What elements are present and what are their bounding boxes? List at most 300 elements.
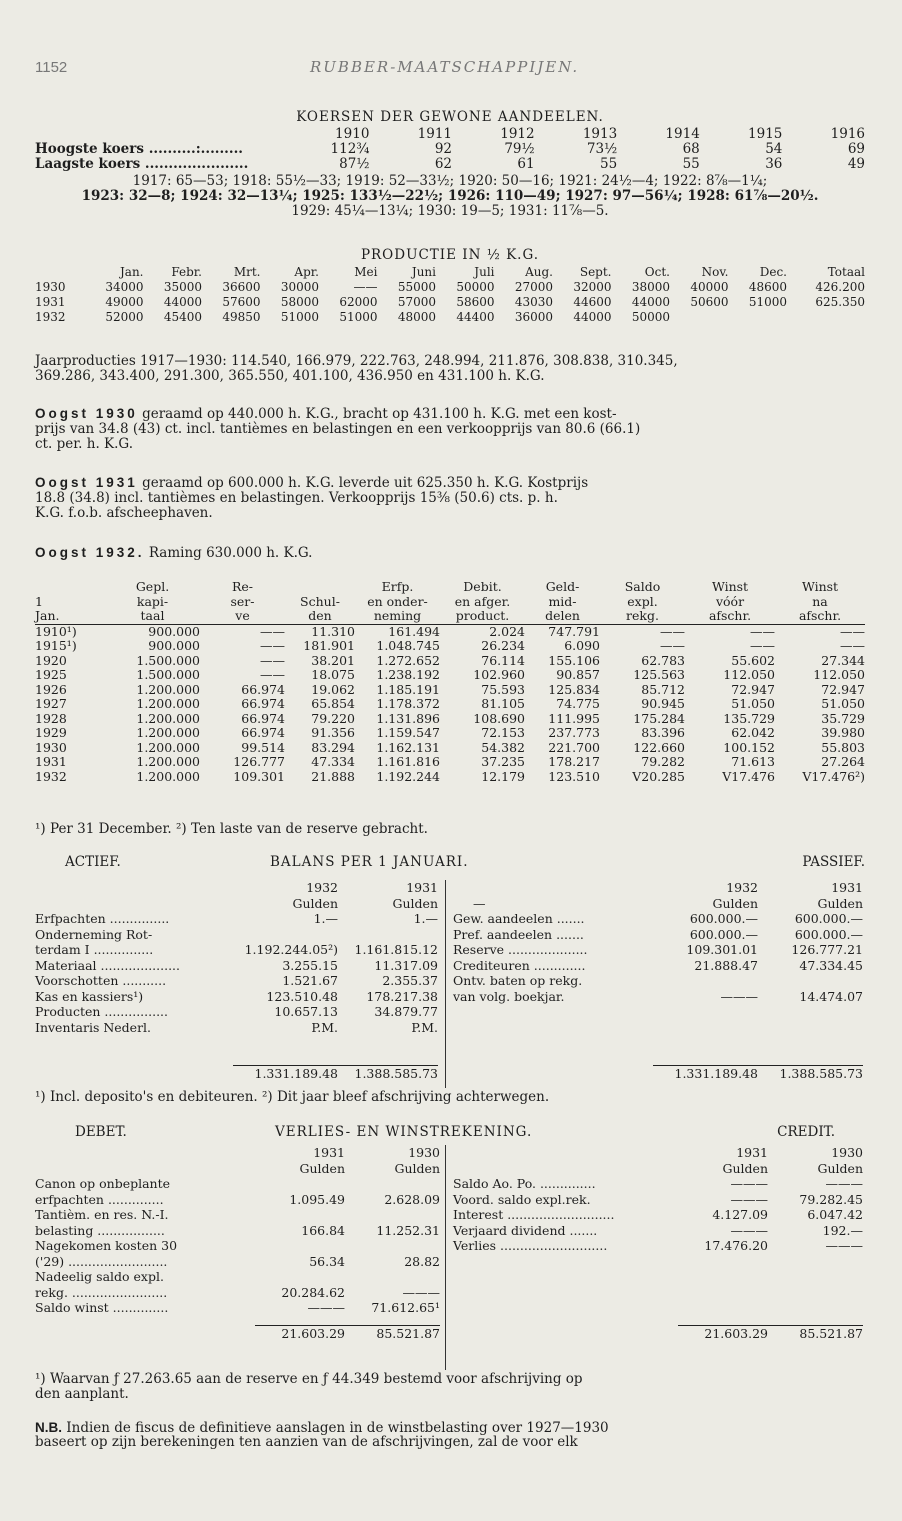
productie-row [35, 280, 865, 295]
ledger-row [453, 1207, 863, 1223]
ledger-value: 1.161.815.12 [354, 942, 438, 957]
value-cell: 90.857 [556, 667, 600, 682]
credit-label: CREDIT. [777, 1124, 835, 1140]
header-cell: expl. [627, 593, 658, 609]
value-cell: 83.396 [641, 725, 685, 740]
header-cell: Saldo [624, 579, 661, 594]
value-cell: 30000 [280, 280, 319, 294]
value-cell: 73½ [586, 141, 618, 157]
ledger-value: ——— [730, 1191, 768, 1207]
ledger-value [345, 1238, 440, 1254]
ledger-value: P.M. [311, 1019, 338, 1035]
balans-divider [445, 880, 446, 1088]
month-cell: Febr. [171, 265, 202, 279]
value-cell: 1.185.191 [376, 681, 440, 697]
ledger-row [35, 1254, 440, 1270]
financial-row [35, 683, 865, 698]
year-cell: 1928 [35, 710, 67, 726]
value-cell: 37.235 [481, 754, 525, 769]
value-cell: 72.947 [821, 681, 865, 697]
month-cell: Juli [474, 265, 495, 279]
value-cell: 155.106 [548, 652, 600, 668]
ledger-value: 600.000.— [689, 911, 758, 926]
value-cell: 6.090 [564, 638, 600, 653]
oogst-cont: prijs van 34.8 (43) ct. incl. tantièmes en belastingen en een verkoopprijs van 80.6 (66.1) [35, 421, 641, 437]
ledger-label: van volg. boekjar. [453, 988, 565, 1004]
value-cell: 58600 [456, 295, 495, 309]
header-cell [35, 580, 105, 595]
ledger-label: Pref. aandeelen ....... [453, 926, 584, 942]
value-cell: 66.974 [241, 681, 285, 697]
header-cell: vóór [715, 593, 745, 609]
ledger-row [35, 1269, 440, 1285]
ledger-row [35, 1020, 438, 1036]
header-cell: product. [440, 609, 525, 624]
year-cell: 1930 [35, 280, 66, 294]
value-cell: 48600 [748, 280, 787, 294]
months-row [35, 265, 865, 280]
header-cell: taal [105, 609, 200, 624]
value-cell: 900.000 [148, 623, 200, 639]
laagste-label: Laagste koers ...................... [35, 156, 249, 172]
value-cell: 27.344 [821, 652, 865, 668]
value-cell: 92 [434, 141, 452, 157]
year-cell: 1914 [665, 126, 700, 142]
value-cell: 50600 [690, 295, 729, 309]
ledger-value [653, 973, 758, 989]
header-cell: en afger. [454, 593, 511, 609]
value-cell: 1.200.000 [136, 739, 200, 755]
ledger-value: 71.612.65¹ [371, 1300, 440, 1315]
value-cell: 34000 [105, 280, 144, 294]
ledger-row [35, 1004, 438, 1020]
ledger-label: belasting ................. [35, 1222, 165, 1238]
value-cell: —— [260, 623, 285, 639]
unit-cell: Gulden [722, 1160, 768, 1176]
value-cell: 44000 [163, 295, 202, 309]
value-cell: 1.200.000 [136, 725, 200, 740]
financial-row [35, 726, 865, 741]
value-cell: 2.024 [489, 623, 525, 639]
laagste-row [35, 157, 865, 172]
credit-total [453, 1326, 863, 1342]
month-cell: Mrt. [233, 265, 261, 279]
ledger-value: 2.628.09 [384, 1191, 440, 1207]
oogst-label: Oogst 1930 [35, 406, 138, 421]
month-cell: Dec. [759, 265, 787, 279]
ledger-label: Inventaris Nederl. [35, 1019, 152, 1035]
header-cell: rekg. [600, 609, 685, 624]
debet-units [35, 1161, 440, 1177]
koersen-line-2: 1923: 32—8; 1924: 32—13¼; 1925: 133½—22½; 1926: 110—49; 1927: 97—56¼; 1928: 61⅞—20½. [81, 188, 819, 204]
value-cell: 61 [517, 156, 535, 172]
value-cell: 36000 [514, 310, 553, 324]
value-cell: 81.105 [481, 696, 525, 711]
value-cell: 112.050 [723, 667, 775, 682]
value-cell: 1.200.000 [136, 696, 200, 711]
ledger-value: 600.000.— [794, 926, 863, 942]
ledger-value: 14.474.07 [799, 988, 863, 1004]
total-cell: 1.331.189.48 [653, 1065, 758, 1081]
financial-row [35, 668, 865, 683]
total-cell: 1.388.585.73 [758, 1065, 863, 1081]
oogst-cont: K.G. f.o.b. afscheephaven. [35, 505, 213, 521]
ledger-label: Producten ................ [35, 1004, 168, 1019]
value-cell: 1.192.244 [376, 768, 440, 784]
year-cell: 1931 [406, 880, 438, 895]
year-cell: 1932 [726, 880, 758, 895]
header-cell: kapi- [136, 593, 169, 609]
year-cell: 1930 [408, 1145, 440, 1160]
value-cell: 900.000 [148, 638, 200, 653]
value-cell: 66.974 [241, 725, 285, 740]
month-cell: Jan. [119, 265, 144, 279]
value-cell: 1.161.816 [376, 754, 440, 769]
value-cell: 1.500.000 [136, 652, 200, 668]
value-cell: 58000 [280, 295, 319, 309]
value-cell: 221.700 [548, 739, 600, 755]
value-cell: 1.178.372 [376, 696, 440, 711]
ledger-value [345, 1176, 440, 1192]
activa-total [35, 1065, 438, 1081]
activa-spacer [35, 1035, 438, 1065]
ledger-value: 47.334.45 [799, 957, 863, 973]
oogst-label: Oogst 1932. [35, 545, 145, 560]
ledger-label: terdam I ............... [35, 942, 154, 957]
value-cell: 90.945 [641, 696, 685, 711]
value-cell: 76.114 [481, 652, 525, 668]
oogst-cont: ct. per. h. K.G. [35, 436, 134, 452]
financial-footnote: ¹) Per 31 December. ²) Ten laste van de reserve gebracht. [35, 821, 428, 837]
value-cell: 99.514 [241, 739, 285, 755]
header-cell: ser- [230, 593, 255, 609]
header-cell: delen [525, 609, 600, 624]
oogst-1930 [35, 406, 865, 452]
value-cell: 178.217 [548, 754, 600, 769]
ledger-label: Erfpachten ............... [35, 911, 170, 926]
jaarproducties-line-1: Jaarproducties 1917—1930: 114.540, 166.979, 222.763, 248.994, 211.876, 308.838, 310.345, [35, 353, 678, 369]
ledger-row [453, 911, 863, 927]
value-cell: 65.854 [311, 696, 355, 711]
header-cell: ve [200, 609, 285, 624]
value-cell: 111.995 [548, 710, 600, 726]
ledger-row [35, 1285, 440, 1301]
value-cell: 1.159.547 [376, 725, 440, 740]
year-cell: 1915¹) [35, 638, 77, 653]
ledger-label: erfpachten .............. [35, 1191, 164, 1207]
ledger-label: Verlies ........................... [453, 1238, 608, 1253]
year-cell: 1931 [35, 754, 67, 769]
financial-header-row [35, 609, 865, 624]
passiva-units [453, 896, 863, 912]
header-cell: Winst [801, 579, 839, 594]
ledger-value: 79.282.45 [799, 1191, 863, 1207]
passief-label: PASSIEF. [802, 854, 865, 870]
value-cell: 55.803 [821, 739, 865, 755]
value-cell: 72.947 [731, 681, 775, 697]
financial-header [35, 580, 865, 624]
ledger-value [255, 1207, 345, 1223]
value-cell: 135.729 [723, 710, 775, 726]
ledger-value: 2.355.37 [382, 973, 438, 988]
activa-body [35, 911, 438, 1035]
value-cell: 11.310 [311, 623, 355, 639]
value-cell: 36600 [222, 280, 261, 294]
page-number: 1152 [35, 59, 68, 76]
value-cell: 62.783 [641, 652, 685, 668]
value-cell: 1.200.000 [136, 754, 200, 769]
year-cell: 1931 [313, 1145, 345, 1160]
total-cell: 21.603.29 [255, 1326, 345, 1342]
value-cell: 47.334 [311, 754, 355, 769]
wv-block [35, 1145, 865, 1370]
productie-table [35, 265, 865, 325]
value-cell: 112.050 [813, 667, 865, 682]
ledger-value: 28.82 [404, 1253, 440, 1269]
total-cell: 21.603.29 [678, 1326, 768, 1342]
ledger-row [35, 1207, 440, 1223]
debet-spacer [35, 1316, 440, 1326]
ledger-value: 109.301.01 [686, 942, 758, 957]
ledger-label: Tantièm. en res. N.-I. [35, 1207, 169, 1222]
value-cell: 62000 [339, 295, 378, 309]
ledger-value: 166.84 [301, 1222, 345, 1238]
ledger-row [453, 973, 863, 989]
year-cell: 1927 [35, 696, 67, 711]
header-cell: Debit. [463, 579, 502, 594]
value-cell: 44000 [573, 310, 612, 324]
ledger-label: Ontv. baten op rekg. [453, 973, 583, 988]
wv-divider [445, 1145, 446, 1370]
value-cell: 43030 [514, 295, 553, 309]
financial-row [35, 639, 865, 654]
value-cell: 44600 [573, 295, 612, 309]
activa-table [35, 880, 438, 1081]
dash-cell: — [473, 895, 486, 911]
total-cell: 1.388.585.73 [338, 1065, 438, 1081]
financial-row [35, 755, 865, 770]
credit-units [453, 1161, 863, 1177]
passiva-years [453, 880, 863, 896]
ledger-row [35, 958, 438, 974]
balans-footnote: ¹) Incl. deposito's en debiteuren. ²) Dit jaar bleef afschrijving achterwegen. [35, 1089, 550, 1105]
value-cell: 75.593 [481, 681, 525, 697]
credit-years [453, 1145, 863, 1161]
value-cell: —— [260, 652, 285, 668]
header-cell: Jan. [35, 609, 105, 624]
debet-body [35, 1176, 440, 1316]
koersen-table [35, 127, 865, 172]
total-cell: 85.521.87 [768, 1326, 863, 1342]
value-cell: V17.476²) [802, 768, 865, 784]
value-cell: 125.563 [633, 667, 685, 682]
oogst-cont: 18.8 (34.8) incl. tantièmes en belastingen. Verkoopprijs 15⅜ (50.6) cts. p. h. [35, 490, 558, 506]
year-cell: 1932 [35, 768, 67, 784]
financial-row [35, 712, 865, 727]
year-cell: 1911 [417, 126, 452, 142]
year-cell: 1915 [748, 126, 783, 142]
ledger-value: ——— [402, 1284, 440, 1300]
balans-block [35, 880, 865, 1090]
value-cell: 55 [600, 156, 618, 172]
value-cell [729, 310, 788, 325]
year-cell: 1930 [831, 1145, 863, 1160]
value-cell: 181.901 [303, 638, 355, 653]
wv-title: VERLIES- EN WINSTREKENING. [275, 1124, 533, 1140]
ledger-row [453, 1176, 863, 1192]
actief-label: ACTIEF. [65, 854, 121, 870]
financial-row [35, 624, 865, 639]
ledger-value: 17.476.20 [704, 1238, 768, 1253]
header-cell [285, 580, 355, 595]
ledger-value: 56.34 [309, 1253, 345, 1269]
ledger-label: Nadeelig saldo expl. [35, 1269, 164, 1284]
value-cell: 1.500.000 [136, 667, 200, 682]
value-cell: 40000 [690, 280, 729, 294]
productie-title: PRODUCTIE IN ½ K.G. [360, 247, 540, 263]
unit-cell: Gulden [392, 895, 438, 911]
month-cell: Mei [354, 265, 378, 279]
ledger-value [338, 927, 438, 943]
value-cell: 87½ [339, 156, 370, 172]
ledger-value [233, 927, 338, 943]
ledger-value: 126.777.21 [791, 942, 863, 957]
value-cell: 52000 [105, 310, 144, 324]
value-cell: 1.162.131 [376, 739, 440, 755]
year-cell: 1931 [736, 1145, 768, 1160]
ledger-label: Canon op onbeplante [35, 1176, 171, 1191]
value-cell: 18.075 [311, 667, 355, 682]
month-cell: Oct. [644, 265, 670, 279]
debet-total [35, 1326, 440, 1342]
value-cell: 112¾ [330, 141, 370, 157]
debet-label: DEBET. [75, 1124, 127, 1140]
oogst-text: geraamd op 600.000 h. K.G. leverde uit 625.350 h. K.G. Kostprijs [137, 475, 589, 491]
ledger-value: 1.095.49 [289, 1191, 345, 1207]
value-cell: 1.048.745 [376, 638, 440, 653]
header-cell: 1 [35, 593, 43, 609]
nb-line-2: baseert op zijn berekeningen ten aanzien van de afschrijvingen, zal de voor elk [35, 1434, 578, 1450]
koersen-title: KOERSEN DER GEWONE AANDEELEN. [296, 109, 604, 125]
header-cell: Re- [231, 579, 254, 594]
total-cell: 85.521.87 [345, 1326, 440, 1342]
year-cell: 1910 [335, 126, 370, 142]
debet-table [35, 1145, 440, 1342]
value-cell: 38.201 [311, 652, 355, 668]
ledger-value: 20.284.62 [281, 1284, 345, 1300]
credit-table [453, 1145, 863, 1342]
value-cell: 48000 [397, 310, 436, 324]
ledger-value [255, 1238, 345, 1254]
value-cell: 36 [765, 156, 783, 172]
value-cell: 35000 [163, 280, 202, 294]
year-cell: 1932 [306, 880, 338, 895]
balans-title: BALANS PER 1 JANUARI. [270, 854, 469, 870]
header-cell: neming [355, 609, 440, 624]
year-cell: 1913 [582, 126, 618, 142]
ledger-label: Gew. aandeelen ....... [453, 911, 585, 926]
ledger-row [35, 1238, 440, 1254]
value-cell: 74.775 [556, 696, 600, 711]
financial-body [35, 624, 865, 784]
header-cell: Erfp. [381, 579, 414, 594]
value-cell: 62.042 [731, 725, 775, 740]
value-cell: —— [750, 638, 775, 653]
ledger-label: ('29) ......................... [35, 1253, 168, 1269]
value-cell: 161.494 [388, 623, 440, 639]
financial-row [35, 697, 865, 712]
value-cell: 68 [682, 141, 700, 157]
value-cell: 27000 [514, 280, 553, 294]
value-cell: 79.220 [311, 710, 355, 726]
value-cell: 44000 [631, 295, 670, 309]
debet-years [35, 1145, 440, 1161]
passiva-table [453, 880, 863, 1081]
value-cell: 108.690 [473, 710, 525, 726]
ledger-value [255, 1269, 345, 1285]
value-cell: —— [840, 623, 865, 639]
value-cell: 102.960 [473, 667, 525, 682]
value-cell: V17.476 [722, 768, 775, 784]
unit-cell: Gulden [712, 895, 758, 911]
value-cell: 79½ [504, 141, 535, 157]
year-cell: 1925 [35, 667, 67, 682]
ledger-label: Onderneming Rot- [35, 926, 153, 942]
value-cell: 85.712 [641, 681, 685, 697]
header-cell: na [812, 593, 828, 609]
ledger-value: ——— [720, 988, 758, 1004]
value-cell: 91.356 [311, 725, 355, 740]
value-cell: —— [260, 667, 285, 682]
koersen-line-3: 1929: 45¼—13¼; 1930: 19—5; 1931: 11⅞—5. [291, 203, 609, 219]
ledger-row [35, 973, 438, 989]
ledger-row [453, 1192, 863, 1208]
passiva-spacer [453, 1004, 863, 1065]
value-cell: 21.888 [311, 768, 355, 784]
value-cell [670, 310, 729, 325]
ledger-label: Voorschotten ........... [35, 973, 167, 988]
value-cell: 1.272.652 [376, 652, 440, 668]
value-cell: 51000 [339, 310, 378, 324]
value-cell: 175.284 [633, 710, 685, 726]
year-cell: 1930 [35, 739, 67, 755]
ledger-value: 1.521.67 [282, 973, 338, 988]
ledger-value: ——— [730, 1176, 768, 1191]
ledger-value: 600.000.— [794, 911, 863, 926]
ledger-row [453, 927, 863, 943]
oogst-label: Oogst 1931 [35, 475, 138, 490]
value-cell: 125.834 [548, 681, 600, 697]
value-cell: 38000 [631, 280, 670, 294]
productie-row [35, 295, 865, 310]
value-cell: 123.510 [548, 768, 600, 784]
total-cell: 1.331.189.48 [233, 1065, 338, 1081]
unit-cell: Gulden [817, 1160, 863, 1176]
value-cell: 12.179 [481, 768, 525, 784]
passiva-total [453, 1065, 863, 1081]
nb-label: N.B. [35, 1420, 62, 1435]
ledger-label: Saldo Ao. Po. .............. [453, 1176, 596, 1191]
ledger-value: P.M. [411, 1019, 438, 1035]
year-cell: 1932 [35, 310, 66, 324]
wv-footnote-2: den aanplant. [35, 1386, 129, 1402]
value-cell: 51000 [748, 295, 787, 309]
value-cell: 45400 [163, 310, 202, 324]
value-cell: 51000 [280, 310, 319, 324]
header-cell: afschr. [685, 609, 775, 624]
ledger-row [453, 989, 863, 1005]
value-cell: —— [260, 638, 285, 653]
